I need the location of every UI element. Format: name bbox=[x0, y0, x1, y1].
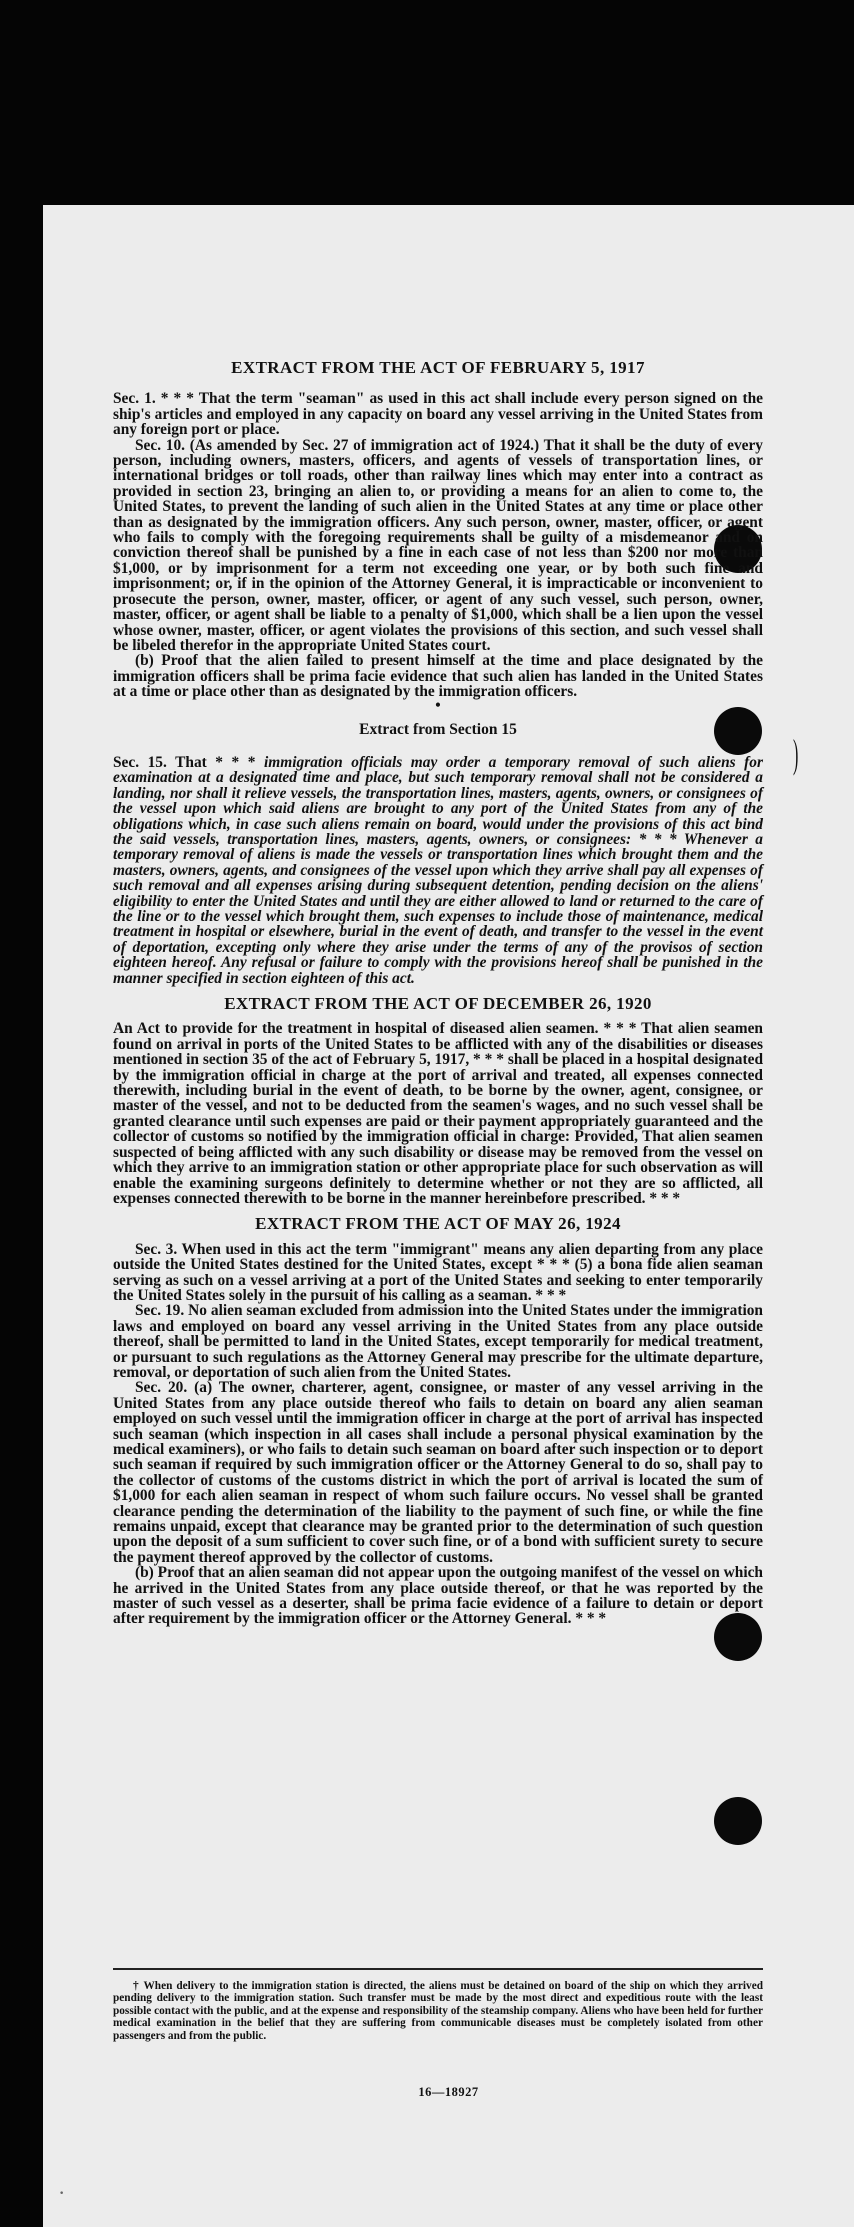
document-body bbox=[113, 350, 763, 1627]
sec-3-paragraph: Sec. 3. When used in this act the term "immigrant" means any alien departing from any place outside the United States destined for the United States, except * * * (5) a bona fide alien seaman serving as such on a vessel arriving at a port of the United States and seeking to enter temporarily the United States solely in the pursuit of his calling as a seaman. * * * bbox=[113, 1240, 763, 1304]
act-1924-heading: EXTRACT FROM THE ACT OF MAY 26, 1924 bbox=[255, 1214, 621, 1234]
section-15-heading: Extract from Section 15 bbox=[359, 720, 517, 738]
document-page bbox=[43, 205, 854, 2227]
punch-hole-4 bbox=[714, 1797, 762, 1845]
act-1917-heading: EXTRACT FROM THE ACT OF FEBRUARY 5, 1917 bbox=[231, 358, 645, 377]
act-1920-paragraph: An Act to provide for the treatment in hospital of diseased alien seamen. * * * That alien seamen found on arrival in ports of the United States to be afflicted with any of the disabilities or diseases mentioned in section 35 of the act of February 5, 1917, * * * shall be placed in a hospital designated by the immigration official in charge at the port of arrival and treated, all expenses connected therewith, including burial in the event of death, to be borne by the owner, agent, consignee, or master of the vessel, and not to be deducted from the seamen's wages, and no such vessel shall be granted clearance until such expenses are paid or their payment appropriately guaranteed and the collector of customs so notified by the immigration official in charge: Provided, That alien seamen suspected of being afflicted with any such disability or disease may be removed from the vessel on which they arrive to an immigration station or other appropriate place for such observation as will enable the examining surgeons definitely to determine whether or not they are so afflicted, all expenses connected therewith to be borne in the manner hereinbefore prescribed. * * * bbox=[113, 1020, 763, 1207]
sec-20b-paragraph: (b) Proof that an alien seaman did not appear upon the outgoing manifest of the vessel on which he arrived in the United States from any place outside thereof, or that he was reported by the master of such vessel as a deserter, shall be prima facie evidence of a failure to detain or deport after requirement by the immigration officer or the Attorney General. * * * bbox=[113, 1564, 763, 1628]
act-1920-heading: EXTRACT FROM THE ACT OF DECEMBER 26, 1920 bbox=[224, 994, 652, 1014]
margin-mark: ) bbox=[792, 731, 799, 776]
sec-1-paragraph: Sec. 1. * * * That the term "seaman" as used in this act shall include every person signed on the ship's articles and employed in any capacity on board any vessel arriving in the United States from any foreign port or place. bbox=[113, 390, 763, 439]
bottom-left-mark: · bbox=[58, 2180, 66, 2205]
sec-15-paragraph bbox=[113, 755, 763, 986]
form-number: 16—18927 bbox=[418, 2085, 479, 2099]
sec-20a-paragraph: Sec. 20. (a) The owner, charterer, agent, consignee, or master of any vessel arriving in the United States from any place outside thereof who fails to detain on board any alien seaman employed on such vessel until the immigration officer in charge at the port of arrival has inspected such seaman (which inspection in all cases shall include a personal physical examination by the medical examiners), or who fails to detain such seaman on board after such inspection or to deport such seaman if required by such immigration officer or the Attorney General to do so, shall pay to the collector of customs of the customs district in which the port of arrival is located the sum of $1,000 for each alien seaman in respect of whom such failure occurs. No vessel shall be granted clearance pending the determination of the liability to the payment of such fine, or while the fine remains unpaid, except that clearance may be granted prior to the determination of such question upon the deposit of a sum sufficient to cover such fine, or of a bond with sufficient surety to secure the payment thereof approved by the collector of customs. bbox=[113, 1379, 763, 1566]
center-dot: • bbox=[435, 696, 441, 714]
sec-19-paragraph: Sec. 19. No alien seaman excluded from admission into the United States under the immigration laws and employed on board any vessel arriving in the United States from any place outside thereof, shall be permitted to land in the United States, except temporarily for medical treatment, or pursuant to such regulations as the Attorney General may prescribe for the ultimate departure, removal, or deportation of such alien from the United States. bbox=[113, 1302, 763, 1381]
sec-15-lead: Sec. 15. That * * * bbox=[113, 753, 265, 771]
sec-10-paragraph: Sec. 10. (As amended by Sec. 27 of immigration act of 1924.) That it shall be the duty of every person, including owners, masters, officers, and agents of vessels of transportation lines, or international bridges or toll roads, other than railway lines which may enter into a contract as provided in section 23, bringing an alien to, or providing a means for an alien to come to, the United States, to prevent the landing of such alien in the United States at any time or place other than as designated by the immigration officers. Any such person, owner, master, officer, or agent who fails to comply with the foregoing requirements shall be guilty of a misdemeanor and on conviction thereof shall be punished by a fine in each case of not less than $200 nor more than $1,000, or by imprisonment for a term not exceeding one year, or by both such fine and imprisonment; or, if in the opinion of the Attorney General, it is impracticable or inconvenient to prosecute the person, owner, master, officer, or agent of any such vessel, such person, owner, master, officer, or agent shall be liable to a penalty of $1,000, which shall be a lien upon the vessel whose owner, master, officer, or agent violates the provisions of this section, and such vessel shall be libeled therefor in the appropriate United States court. bbox=[113, 436, 763, 654]
sec-15-italic-text: immigration officials may order a temporary removal of such aliens for examination at a designated time and place, but such temporary removal shall not be considered a landing, nor shall it relieve vessels, the transportation lines, masters, agents, owners, or consignees of the vessel upon which said aliens are brought to any port of the United States from any of the obligations which, in case such aliens remain on board, would under the provisions of this act bind the said vessels, transportation lines, masters, agents, owners, or consignees: * * * Whenever a temporary removal of aliens is made the vessels or transportation lines which brought them and the masters, owners, agents, and consignees of the vessel upon which they arrive shall pay all expenses of such removal and all expenses arising during subsequent detention, pending decision on the aliens' eligibility to enter the United States and until they are either allowed to land or returned to the care of the line or to the vessel which brought them, such expenses to include those of maintenance, medical treatment in hospital or elsewhere, burial in the event of death, and transfer to the vessel in the event of deportation, excepting only where they arise under the terms of any of the provisos of section eighteen hereof. Any refusal or failure to comply with the provisions hereof shall be punished in the manner specified in section eighteen of this act. bbox=[113, 753, 763, 987]
footnote: † When delivery to the immigration station is directed, the aliens must be detained on board of the ship on which they arrived pending delivery to the immigration station. Such transfer must be made by the most direct and expeditious route with the least possible contact with the public, and at the expense and responsibility of the steamship company. Aliens who have been held for further medical examination in the belief that they are suffering from communicable diseases must be completely isolated from other passengers and from the public. bbox=[113, 1968, 763, 2042]
sec-10b-paragraph: (b) Proof that the alien failed to present himself at the time and place designated by the immigration officers shall be prima facie evidence that such alien has landed in the United States at a time or place other than as designated by the immigration officers. bbox=[113, 652, 763, 701]
